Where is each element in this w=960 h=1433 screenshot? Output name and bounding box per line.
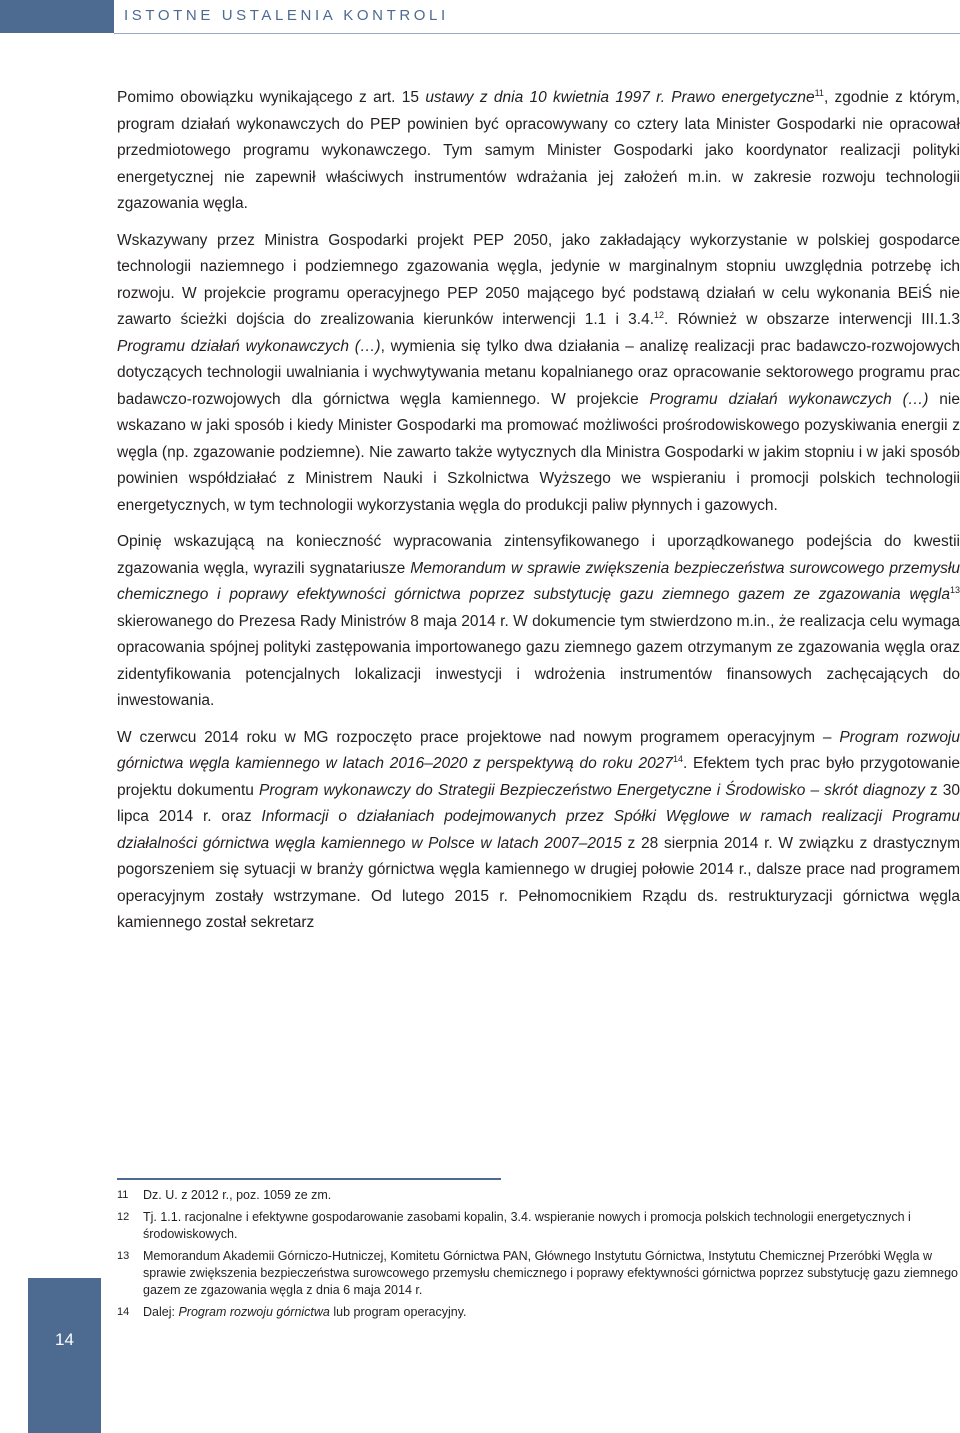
- main-text: [117, 85, 960, 937]
- paragraph-text: Wskazywany przez Ministra Gospodarki projekt PEP 2050, jako zakładający wykorzystanie w polskiej gospodarce technologii naziemnego i podziemnego zgazowania węgla, jedynie w marginalnym stopniu uwzględnia potrzebę ich rozwoju. W projekcie programu operacyjnego PEP 2050 mającego być podstawą działań w celu wykonania BEiŚ nie zawarto ścieżki dojścia do zrealizowania kierunków interwencji 1.1 i 3.4.: [117, 231, 960, 328]
- paragraph-italic-text: Programu działań wykonawczych (…): [649, 390, 929, 408]
- footnote-ref: 11: [814, 87, 824, 98]
- paragraph-text: Pomimo obowiązku wynikającego z art. 15: [117, 89, 426, 106]
- header-color-block: [0, 0, 114, 33]
- footnote-number: 12: [117, 1211, 130, 1223]
- footnote-rule: [117, 1178, 501, 1180]
- footnote-text: Tj. 1.1. racjonalne i efektywne gospodarowanie zasobami kopalin, 3.4. wspieranie nowych i promocja polskich technologii energetycznych i środowiskowych.: [143, 1210, 911, 1241]
- footnotes: [117, 1187, 960, 1326]
- footnote-text: Memorandum Akademii Górniczo-Hutniczej, Komitetu Górnictwa PAN, Głównego Instytutu Górnictwa, Instytutu Chemicznej Przeróbki Węgla w sprawie zwiększenia bezpieczeństwa surowcowego przemysłu chemicznego i poprawy efektywności górnictwa poprzez substytucję gazu ziemnego gazem ze zgazowania węgla z dnia 6 maja 2014 r.: [143, 1249, 958, 1297]
- paragraph-text: Opinię wskazującą na konieczność wypracowania zintensyfikowanego i uporządkowanego podejścia do kwestii zgazowania węgla, wyrazili sygnatariusze: [117, 533, 960, 577]
- footnote-text: lub program operacyjny.: [329, 1305, 467, 1319]
- paragraph-4: [117, 725, 960, 937]
- footnote-number: 14: [117, 1306, 130, 1318]
- paragraph-italic-text: Program wykonawczy do Strategii Bezpieczeństwo Energetyczne i Środowisko – skrót diagnozy: [258, 781, 925, 799]
- footnote-item: [117, 1248, 960, 1299]
- paragraph-text: z 30 lipca 2014 r. oraz: [117, 781, 960, 825]
- paragraph-text: , zgodnie z którym, program działań wykonawczych do PEP powinien być opracowywany co cztery lata Minister Gospodarki nie opracował przedmiotowego programu wykonawczego. Tym samym Minister Gospodarki jako koordynator realizacji polityki energetycznej nie zapewnił właściwych instrumentów wdrażania jej założeń m.in. w zakresie rozwoju technologii zgazowania węgla.: [117, 89, 960, 212]
- footnote-ref: 12: [654, 309, 665, 320]
- paragraph-text: . Również w obszarze interwencji III.1.3: [664, 311, 960, 328]
- footnote-item: [117, 1304, 960, 1321]
- page-number: 14: [55, 1330, 74, 1349]
- footnote-text: [143, 1209, 960, 1243]
- paragraph-text: , wymienia się tylko dwa działania – analizę realizacji prac badawczo-rozwojowych dotyczących technologii uwalniania i wychwytywania metanu kopalnianego oraz opracowanie sektorowego programu prac badawczo-rozwojowych dla górnictwa węgla kamiennego. W projekcie: [117, 337, 960, 408]
- footnote-text: Dz. U. z 2012 r., poz. 1059 ze zm.: [143, 1188, 332, 1202]
- footnote-italic-text: Program rozwoju górnictwa: [178, 1305, 330, 1319]
- footnote-text: [143, 1187, 960, 1204]
- paragraph-italic-text: ustawy z dnia 10 kwietnia 1997 r. Prawo energetyczne: [425, 89, 815, 106]
- header-rule: [114, 33, 960, 34]
- paragraph-text: W czerwcu 2014 roku w MG rozpoczęto prace projektowe nad nowym programem operacyjnym –: [117, 728, 840, 746]
- footnote-number: 13: [117, 1250, 130, 1262]
- paragraph-italic-text: Memorandum w sprawie zwiększenia bezpieczeństwa surowcowego przemysłu chemicznego i poprawy efektywności górnictwa poprzez substytucję gazu ziemnego gazem ze zgazowania węgla: [117, 559, 960, 603]
- page-number-box: [28, 1278, 101, 1433]
- paragraph-text: skierowanego do Prezesa Rady Ministrów 8 maja 2014 r. W dokumencie tym stwierdzono m.in., że realizacja celu wymaga opracowania spójnej polityki zastępowania importowanego gazu ziemnego gazem otrzymanym ze zgazowania węgla oraz zidentyfikowania potencjalnych lokalizacji inwestycji i wdrożenia instrumentów finansowych zachęcających do inwestowania.: [117, 612, 960, 709]
- paragraph-italic-text: Programu działań wykonawczych (…): [117, 337, 381, 355]
- footnote-text: Dalej:: [143, 1305, 179, 1319]
- paragraph-italic-text: Informacji o działaniach podejmowanych przez Spółki Węglowe w ramach realizacji Programu działalności górnictwa węgla kamiennego w Polsce w latach 2007–2015: [117, 808, 960, 852]
- footnote-number: 11: [117, 1189, 129, 1201]
- paragraph-3: [117, 529, 960, 715]
- section-header: ISTOTNE USTALENIA KONTROLI: [124, 7, 449, 24]
- footnote-item: [117, 1209, 960, 1243]
- paragraph-1: [117, 85, 960, 218]
- paragraph-text: nie wskazano w jaki sposób i kiedy Minister Gospodarki ma promować możliwości prośrodowiskowego pozyskiwania energii z węgla (np. zgazowanie podziemne). Nie zawarto także wytycznych dla Ministra Gospodarki w jakim stopniu i w jaki sposób powinien współdziałać z Ministrem Nauki i Szkolnictwa Wyższego we wspieraniu i promocji polskich technologii energetycznych, w tym technologii wykorzystania węgla do produkcji paliw płynnych i gazowych.: [117, 390, 960, 514]
- footnote-item: [117, 1187, 960, 1204]
- paragraph-italic-text: Program rozwoju górnictwa węgla kamiennego w latach 2016–2020 z perspektywą do roku 2027: [117, 728, 960, 772]
- footnote-text: [143, 1304, 960, 1321]
- footnote-ref: 14: [672, 753, 683, 764]
- paragraph-2: [117, 228, 960, 520]
- paragraph-text: z 28 sierpnia 2014 r. W związku z drastycznym pogorszeniem się sytuacji w branży górnictwa węgla kamiennego w drugiej połowie 2014 r., dalsze prace nad programem operacyjnym zostały wstrzymane. Od lutego 2015 r. Pełnomocnikiem Rządu ds. restrukturyzacji górnictwa węgla kamiennego został sekretarz: [117, 834, 960, 931]
- footnote-text: [143, 1248, 960, 1299]
- footnote-ref: 13: [949, 584, 960, 595]
- paragraph-text: . Efektem tych prac było przygotowanie projektu dokumentu: [117, 755, 960, 799]
